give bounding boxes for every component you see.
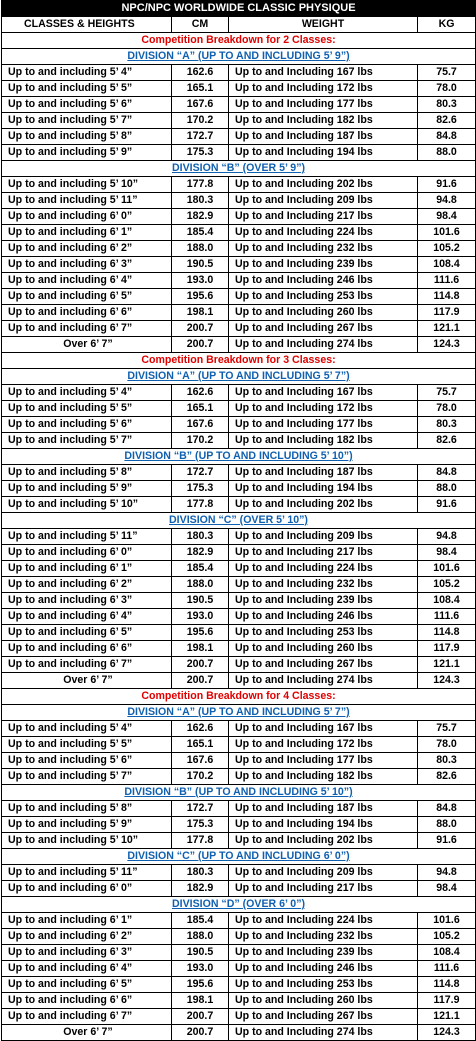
weight-cell: Up to and Including 239 lbs: [229, 945, 418, 961]
kg-cell: 84.8: [418, 129, 476, 145]
kg-cell: 121.1: [418, 1009, 476, 1025]
division-row: [2, 849, 476, 865]
weight-cell: Up to and Including 177 lbs: [229, 753, 418, 769]
division-row: [2, 449, 476, 465]
table-row: [2, 401, 476, 417]
cm-cell: 167.6: [172, 753, 229, 769]
weight-cell: Up to and Including 232 lbs: [229, 577, 418, 593]
weight-cell: Up to and Including 267 lbs: [229, 657, 418, 673]
table-row: [2, 257, 476, 273]
height-cell: Up to and including 5’ 11”: [2, 529, 172, 545]
height-cell: Over 6’ 7”: [2, 1025, 172, 1041]
height-cell: Up to and including 6’ 5”: [2, 289, 172, 305]
height-cell: Up to and including 6’ 7”: [2, 657, 172, 673]
cm-cell: 170.2: [172, 113, 229, 129]
kg-cell: 121.1: [418, 657, 476, 673]
height-cell: Up to and including 6’ 6”: [2, 305, 172, 321]
cm-cell: 170.2: [172, 433, 229, 449]
kg-cell: 105.2: [418, 577, 476, 593]
height-cell: Up to and including 5’ 5”: [2, 737, 172, 753]
weight-cell: Up to and Including 217 lbs: [229, 209, 418, 225]
weight-cell: Up to and Including 177 lbs: [229, 97, 418, 113]
kg-cell: 101.6: [418, 225, 476, 241]
kg-cell: 121.1: [418, 321, 476, 337]
kg-cell: 108.4: [418, 257, 476, 273]
table-row: [2, 881, 476, 897]
cm-cell: 188.0: [172, 929, 229, 945]
kg-cell: 105.2: [418, 241, 476, 257]
division-heading: DIVISION “D” (OVER 6’ 0”): [2, 897, 476, 913]
cm-cell: 162.6: [172, 65, 229, 81]
cm-cell: 198.1: [172, 993, 229, 1009]
cm-cell: 175.3: [172, 817, 229, 833]
division-heading: DIVISION “A” (UP TO AND INCLUDING 5’ 9”): [2, 49, 476, 65]
table-row: [2, 673, 476, 689]
kg-cell: 88.0: [418, 817, 476, 833]
kg-cell: 124.3: [418, 1025, 476, 1041]
kg-cell: 80.3: [418, 417, 476, 433]
height-cell: Up to and including 6’ 3”: [2, 593, 172, 609]
cm-cell: 198.1: [172, 641, 229, 657]
kg-cell: 78.0: [418, 81, 476, 97]
weight-cell: Up to and Including 187 lbs: [229, 465, 418, 481]
height-cell: Up to and including 5’ 5”: [2, 81, 172, 97]
table-row: [2, 81, 476, 97]
height-cell: Up to and including 6’ 5”: [2, 977, 172, 993]
cm-cell: 200.7: [172, 1009, 229, 1025]
height-cell: Up to and including 6’ 0”: [2, 545, 172, 561]
kg-cell: 75.7: [418, 385, 476, 401]
table-row: [2, 129, 476, 145]
weight-cell: Up to and Including 202 lbs: [229, 833, 418, 849]
column-header-classes: CLASSES & HEIGHTS: [2, 17, 172, 33]
cm-cell: 195.6: [172, 625, 229, 641]
table-row: [2, 209, 476, 225]
weight-cell: Up to and Including 194 lbs: [229, 817, 418, 833]
cm-cell: 180.3: [172, 193, 229, 209]
height-cell: Up to and including 6’ 6”: [2, 993, 172, 1009]
weight-cell: Up to and Including 253 lbs: [229, 289, 418, 305]
classic-physique-sheet: [1, 0, 475, 1041]
kg-cell: 91.6: [418, 177, 476, 193]
kg-cell: 114.8: [418, 625, 476, 641]
division-row: [2, 513, 476, 529]
classes-table: [1, 0, 476, 1041]
weight-cell: Up to and Including 246 lbs: [229, 609, 418, 625]
weight-cell: Up to and Including 209 lbs: [229, 193, 418, 209]
table-row: [2, 769, 476, 785]
table-row: [2, 913, 476, 929]
cm-cell: 182.9: [172, 545, 229, 561]
weight-cell: Up to and Including 239 lbs: [229, 593, 418, 609]
cm-cell: 195.6: [172, 977, 229, 993]
table-row: [2, 657, 476, 673]
height-cell: Over 6’ 7”: [2, 337, 172, 353]
kg-cell: 80.3: [418, 753, 476, 769]
cm-cell: 177.8: [172, 177, 229, 193]
cm-cell: 200.7: [172, 673, 229, 689]
division-row: [2, 369, 476, 385]
division-heading: DIVISION “C” (OVER 5’ 10”): [2, 513, 476, 529]
height-cell: Over 6’ 7”: [2, 673, 172, 689]
kg-cell: 117.9: [418, 641, 476, 657]
weight-cell: Up to and Including 232 lbs: [229, 241, 418, 257]
kg-cell: 94.8: [418, 865, 476, 881]
division-heading: DIVISION “A” (UP TO AND INCLUDING 5’ 7”): [2, 705, 476, 721]
cm-cell: 177.8: [172, 833, 229, 849]
weight-cell: Up to and Including 167 lbs: [229, 385, 418, 401]
height-cell: Up to and including 6’ 1”: [2, 913, 172, 929]
cm-cell: 190.5: [172, 593, 229, 609]
weight-cell: Up to and Including 224 lbs: [229, 913, 418, 929]
weight-cell: Up to and Including 232 lbs: [229, 929, 418, 945]
height-cell: Up to and including 5’ 7”: [2, 113, 172, 129]
cm-cell: 200.7: [172, 1025, 229, 1041]
cm-cell: 198.1: [172, 305, 229, 321]
kg-cell: 108.4: [418, 945, 476, 961]
table-row: [2, 465, 476, 481]
breakdown-heading: Competition Breakdown for 4 Classes:: [2, 689, 476, 705]
height-cell: Up to and including 6’ 2”: [2, 929, 172, 945]
cm-cell: 165.1: [172, 401, 229, 417]
cm-cell: 162.6: [172, 721, 229, 737]
weight-cell: Up to and Including 172 lbs: [229, 81, 418, 97]
table-row: [2, 529, 476, 545]
kg-cell: 111.6: [418, 961, 476, 977]
table-row: [2, 177, 476, 193]
table-row: [2, 65, 476, 81]
weight-cell: Up to and Including 209 lbs: [229, 865, 418, 881]
weight-cell: Up to and Including 187 lbs: [229, 801, 418, 817]
column-header-kg: KG: [418, 17, 476, 33]
cm-cell: 165.1: [172, 81, 229, 97]
table-row: [2, 273, 476, 289]
height-cell: Up to and including 6’ 4”: [2, 273, 172, 289]
weight-cell: Up to and Including 267 lbs: [229, 1009, 418, 1025]
height-cell: Up to and including 6’ 2”: [2, 577, 172, 593]
kg-cell: 114.8: [418, 289, 476, 305]
cm-cell: 193.0: [172, 609, 229, 625]
column-header-row: [2, 17, 476, 33]
height-cell: Up to and including 6’ 5”: [2, 625, 172, 641]
table-row: [2, 641, 476, 657]
cm-cell: 172.7: [172, 465, 229, 481]
cm-cell: 175.3: [172, 481, 229, 497]
weight-cell: Up to and Including 209 lbs: [229, 529, 418, 545]
height-cell: Up to and including 5’ 8”: [2, 801, 172, 817]
cm-cell: 180.3: [172, 865, 229, 881]
height-cell: Up to and including 5’ 7”: [2, 433, 172, 449]
table-row: [2, 1025, 476, 1041]
table-row: [2, 321, 476, 337]
kg-cell: 105.2: [418, 929, 476, 945]
weight-cell: Up to and Including 194 lbs: [229, 481, 418, 497]
height-cell: Up to and including 5’ 5”: [2, 401, 172, 417]
cm-cell: 188.0: [172, 577, 229, 593]
height-cell: Up to and including 5’ 4”: [2, 65, 172, 81]
table-row: [2, 337, 476, 353]
table-row: [2, 305, 476, 321]
kg-cell: 88.0: [418, 481, 476, 497]
height-cell: Up to and including 6’ 6”: [2, 641, 172, 657]
weight-cell: Up to and Including 202 lbs: [229, 497, 418, 513]
height-cell: Up to and including 6’ 1”: [2, 561, 172, 577]
height-cell: Up to and including 6’ 3”: [2, 257, 172, 273]
cm-cell: 177.8: [172, 497, 229, 513]
cm-cell: 195.6: [172, 289, 229, 305]
kg-cell: 82.6: [418, 113, 476, 129]
kg-cell: 84.8: [418, 801, 476, 817]
weight-cell: Up to and Including 167 lbs: [229, 721, 418, 737]
height-cell: Up to and including 6’ 7”: [2, 1009, 172, 1025]
weight-cell: Up to and Including 217 lbs: [229, 545, 418, 561]
cm-cell: 185.4: [172, 913, 229, 929]
cm-cell: 193.0: [172, 273, 229, 289]
weight-cell: Up to and Including 260 lbs: [229, 641, 418, 657]
breakdown-row: [2, 353, 476, 369]
weight-cell: Up to and Including 194 lbs: [229, 145, 418, 161]
cm-cell: 180.3: [172, 529, 229, 545]
table-row: [2, 1009, 476, 1025]
division-row: [2, 897, 476, 913]
kg-cell: 88.0: [418, 145, 476, 161]
kg-cell: 78.0: [418, 401, 476, 417]
height-cell: Up to and including 5’ 6”: [2, 417, 172, 433]
weight-cell: Up to and Including 260 lbs: [229, 305, 418, 321]
breakdown-heading: Competition Breakdown for 2 Classes:: [2, 33, 476, 49]
cm-cell: 182.9: [172, 209, 229, 225]
kg-cell: 91.6: [418, 497, 476, 513]
kg-cell: 98.4: [418, 881, 476, 897]
cm-cell: 175.3: [172, 145, 229, 161]
division-row: [2, 785, 476, 801]
kg-cell: 101.6: [418, 561, 476, 577]
division-heading: DIVISION “A” (UP TO AND INCLUDING 5’ 7”): [2, 369, 476, 385]
weight-cell: Up to and Including 217 lbs: [229, 881, 418, 897]
kg-cell: 82.6: [418, 769, 476, 785]
weight-cell: Up to and Including 182 lbs: [229, 769, 418, 785]
weight-cell: Up to and Including 260 lbs: [229, 993, 418, 1009]
cm-cell: 182.9: [172, 881, 229, 897]
height-cell: Up to and including 5’ 11”: [2, 865, 172, 881]
weight-cell: Up to and Including 253 lbs: [229, 977, 418, 993]
weight-cell: Up to and Including 172 lbs: [229, 401, 418, 417]
weight-cell: Up to and Including 239 lbs: [229, 257, 418, 273]
division-row: [2, 161, 476, 177]
height-cell: Up to and including 5’ 10”: [2, 833, 172, 849]
height-cell: Up to and including 6’ 0”: [2, 209, 172, 225]
height-cell: Up to and including 5’ 10”: [2, 497, 172, 513]
table-row: [2, 609, 476, 625]
kg-cell: 114.8: [418, 977, 476, 993]
kg-cell: 124.3: [418, 673, 476, 689]
height-cell: Up to and including 5’ 7”: [2, 769, 172, 785]
weight-cell: Up to and Including 172 lbs: [229, 737, 418, 753]
kg-cell: 84.8: [418, 465, 476, 481]
table-row: [2, 193, 476, 209]
division-row: [2, 705, 476, 721]
height-cell: Up to and including 6’ 1”: [2, 225, 172, 241]
cm-cell: 167.6: [172, 97, 229, 113]
cm-cell: 200.7: [172, 321, 229, 337]
page-title: NPC/NPC WORLDWIDE CLASSIC PHYSIQUE: [2, 1, 476, 17]
table-row: [2, 497, 476, 513]
height-cell: Up to and including 5’ 4”: [2, 385, 172, 401]
table-row: [2, 993, 476, 1009]
height-cell: Up to and including 5’ 10”: [2, 177, 172, 193]
table-row: [2, 241, 476, 257]
cm-cell: 185.4: [172, 225, 229, 241]
table-row: [2, 625, 476, 641]
kg-cell: 117.9: [418, 993, 476, 1009]
height-cell: Up to and including 5’ 6”: [2, 97, 172, 113]
division-heading: DIVISION “B” (OVER 5’ 9”): [2, 161, 476, 177]
breakdown-heading: Competition Breakdown for 3 Classes:: [2, 353, 476, 369]
table-row: [2, 145, 476, 161]
weight-cell: Up to and Including 267 lbs: [229, 321, 418, 337]
table-row: [2, 289, 476, 305]
title-row: [2, 1, 476, 17]
cm-cell: 172.7: [172, 801, 229, 817]
breakdown-row: [2, 33, 476, 49]
kg-cell: 98.4: [418, 209, 476, 225]
weight-cell: Up to and Including 253 lbs: [229, 625, 418, 641]
height-cell: Up to and including 6’ 3”: [2, 945, 172, 961]
kg-cell: 91.6: [418, 833, 476, 849]
cm-cell: 162.6: [172, 385, 229, 401]
cm-cell: 172.7: [172, 129, 229, 145]
kg-cell: 75.7: [418, 65, 476, 81]
breakdown-row: [2, 689, 476, 705]
height-cell: Up to and including 6’ 4”: [2, 609, 172, 625]
weight-cell: Up to and Including 224 lbs: [229, 561, 418, 577]
division-row: [2, 49, 476, 65]
kg-cell: 75.7: [418, 721, 476, 737]
weight-cell: Up to and Including 274 lbs: [229, 337, 418, 353]
height-cell: Up to and including 6’ 2”: [2, 241, 172, 257]
weight-cell: Up to and Including 274 lbs: [229, 1025, 418, 1041]
table-row: [2, 385, 476, 401]
table-row: [2, 481, 476, 497]
height-cell: Up to and including 5’ 9”: [2, 145, 172, 161]
weight-cell: Up to and Including 177 lbs: [229, 417, 418, 433]
height-cell: Up to and including 6’ 7”: [2, 321, 172, 337]
kg-cell: 101.6: [418, 913, 476, 929]
table-row: [2, 417, 476, 433]
cm-cell: 190.5: [172, 945, 229, 961]
division-heading: DIVISION “B” (UP TO AND INCLUDING 5’ 10”): [2, 449, 476, 465]
height-cell: Up to and including 6’ 4”: [2, 961, 172, 977]
kg-cell: 98.4: [418, 545, 476, 561]
weight-cell: Up to and Including 182 lbs: [229, 113, 418, 129]
table-row: [2, 721, 476, 737]
table-row: [2, 961, 476, 977]
table-row: [2, 977, 476, 993]
kg-cell: 124.3: [418, 337, 476, 353]
kg-cell: 82.6: [418, 433, 476, 449]
kg-cell: 94.8: [418, 529, 476, 545]
kg-cell: 108.4: [418, 593, 476, 609]
table-row: [2, 97, 476, 113]
kg-cell: 80.3: [418, 97, 476, 113]
weight-cell: Up to and Including 182 lbs: [229, 433, 418, 449]
table-row: [2, 801, 476, 817]
table-row: [2, 561, 476, 577]
table-row: [2, 225, 476, 241]
table-row: [2, 817, 476, 833]
height-cell: Up to and including 5’ 8”: [2, 465, 172, 481]
height-cell: Up to and including 5’ 4”: [2, 721, 172, 737]
weight-cell: Up to and Including 167 lbs: [229, 65, 418, 81]
classes-table-body: [2, 1, 476, 1041]
cm-cell: 188.0: [172, 241, 229, 257]
height-cell: Up to and including 5’ 11”: [2, 193, 172, 209]
table-row: [2, 833, 476, 849]
column-header-cm: CM: [172, 17, 229, 33]
table-row: [2, 577, 476, 593]
weight-cell: Up to and Including 224 lbs: [229, 225, 418, 241]
height-cell: Up to and including 5’ 6”: [2, 753, 172, 769]
table-row: [2, 433, 476, 449]
table-row: [2, 945, 476, 961]
cm-cell: 190.5: [172, 257, 229, 273]
cm-cell: 200.7: [172, 657, 229, 673]
weight-cell: Up to and Including 246 lbs: [229, 273, 418, 289]
division-heading: DIVISION “C” (UP TO AND INCLUDING 6’ 0”): [2, 849, 476, 865]
table-row: [2, 929, 476, 945]
cm-cell: 200.7: [172, 337, 229, 353]
height-cell: Up to and including 6’ 0”: [2, 881, 172, 897]
cm-cell: 193.0: [172, 961, 229, 977]
weight-cell: Up to and Including 187 lbs: [229, 129, 418, 145]
height-cell: Up to and including 5’ 9”: [2, 481, 172, 497]
table-row: [2, 545, 476, 561]
height-cell: Up to and including 5’ 8”: [2, 129, 172, 145]
table-row: [2, 753, 476, 769]
table-row: [2, 865, 476, 881]
table-row: [2, 737, 476, 753]
table-row: [2, 593, 476, 609]
division-heading: DIVISION “B” (UP TO AND INCLUDING 5’ 10”): [2, 785, 476, 801]
height-cell: Up to and including 5’ 9”: [2, 817, 172, 833]
kg-cell: 111.6: [418, 609, 476, 625]
cm-cell: 167.6: [172, 417, 229, 433]
kg-cell: 111.6: [418, 273, 476, 289]
table-row: [2, 113, 476, 129]
weight-cell: Up to and Including 274 lbs: [229, 673, 418, 689]
kg-cell: 94.8: [418, 193, 476, 209]
weight-cell: Up to and Including 202 lbs: [229, 177, 418, 193]
weight-cell: Up to and Including 246 lbs: [229, 961, 418, 977]
kg-cell: 78.0: [418, 737, 476, 753]
kg-cell: 117.9: [418, 305, 476, 321]
cm-cell: 165.1: [172, 737, 229, 753]
cm-cell: 170.2: [172, 769, 229, 785]
column-header-weight: WEIGHT: [229, 17, 418, 33]
cm-cell: 185.4: [172, 561, 229, 577]
